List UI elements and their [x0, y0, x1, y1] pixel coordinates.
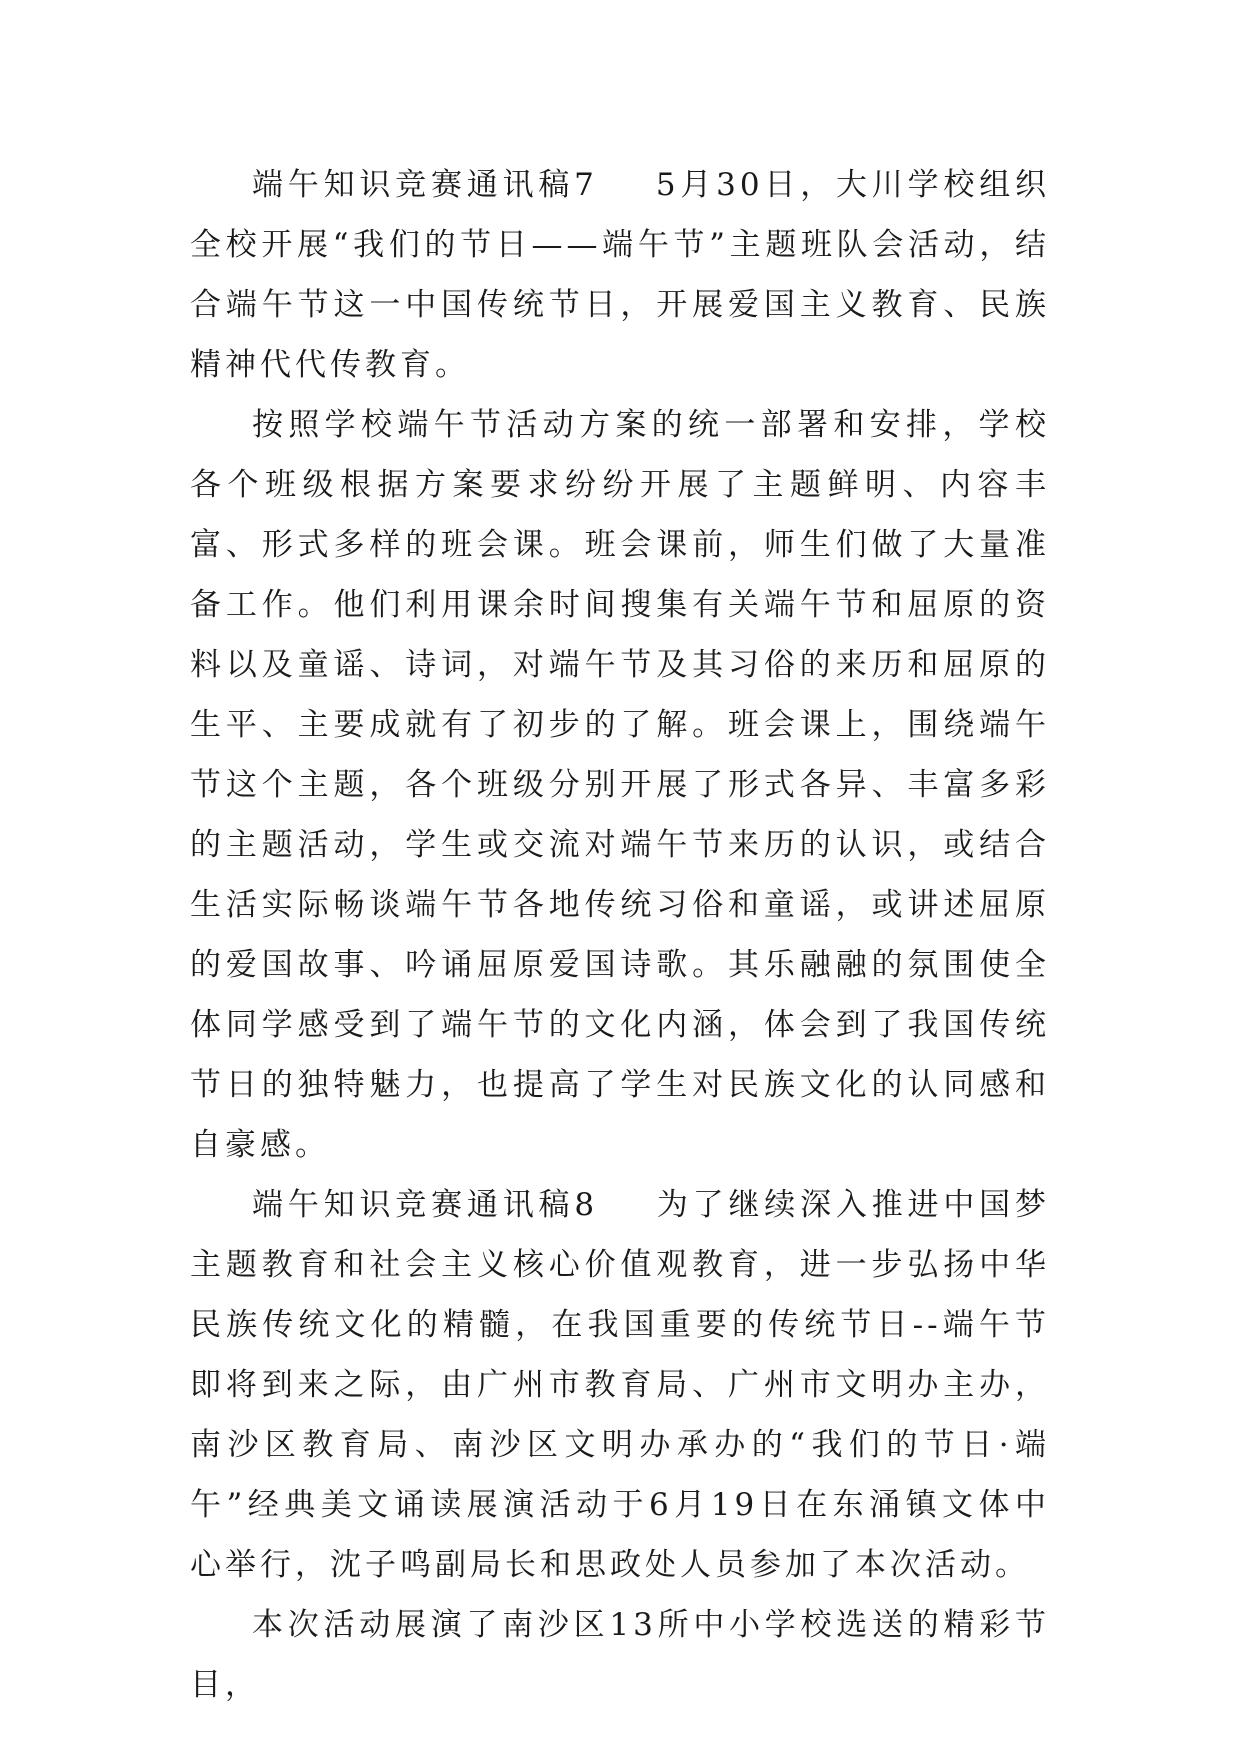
paragraph-section-8 [190, 1175, 1050, 1595]
section-8-heading: 端午知识竞赛通讯稿8 [252, 1187, 599, 1223]
paragraph-section-8-body: 本次活动展演了南沙区13所中小学校选送的精彩节目， [190, 1607, 1050, 1703]
section-8-lead: 为了继续深入推进中国梦主题教育和社会主义核心价值观教育，进一步弘扬中华民族传统文化的精髓，在我国重要的传统节日--端午节即将到来之际，由广州市教育局、广州市文明办主办，南沙区教育局、南沙区文明办承办的“我们的节日·端午”经典美文诵读展演活动于6月19日在东涌镇文体中心举行，沈子鸣副局长和思政处人员参加了本次活动。 [190, 1187, 1050, 1583]
paragraph-section-7 [190, 155, 1050, 395]
section-7-lead: 5月30日，大川学校组织全校开展“我们的节日——端午节”主题班队会活动，结合端午节这一中国传统节日，开展爱国主义教育、民族精神代代传教育。 [190, 167, 1050, 383]
section-7-heading: 端午知识竞赛通讯稿7 [252, 167, 598, 203]
document-body [190, 155, 1050, 1715]
paragraph-section-7-body: 按照学校端午节活动方案的统一部署和安排，学校各个班级根据方案要求纷纷开展了主题鲜明、内容丰富、形式多样的班会课。班会课前，师生们做了大量准备工作。他们利用课余时间搜集有关端午节和屈原的资料以及童谣、诗词，对端午节及其习俗的来历和屈原的生平、主要成就有了初步的了解。班会课上，围绕端午节这个主题，各个班级分别开展了形式各异、丰富多彩的主题活动，学生或交流对端午节来历的认识，或结合生活实际畅谈端午节各地传统习俗和童谣，或讲述屈原的爱国故事、吟诵屈原爱国诗歌。其乐融融的氛围使全体同学感受到了端午节的文化内涵，体会到了我国传统节日的独特魅力，也提高了学生对民族文化的认同感和自豪感。 [190, 407, 1050, 1163]
